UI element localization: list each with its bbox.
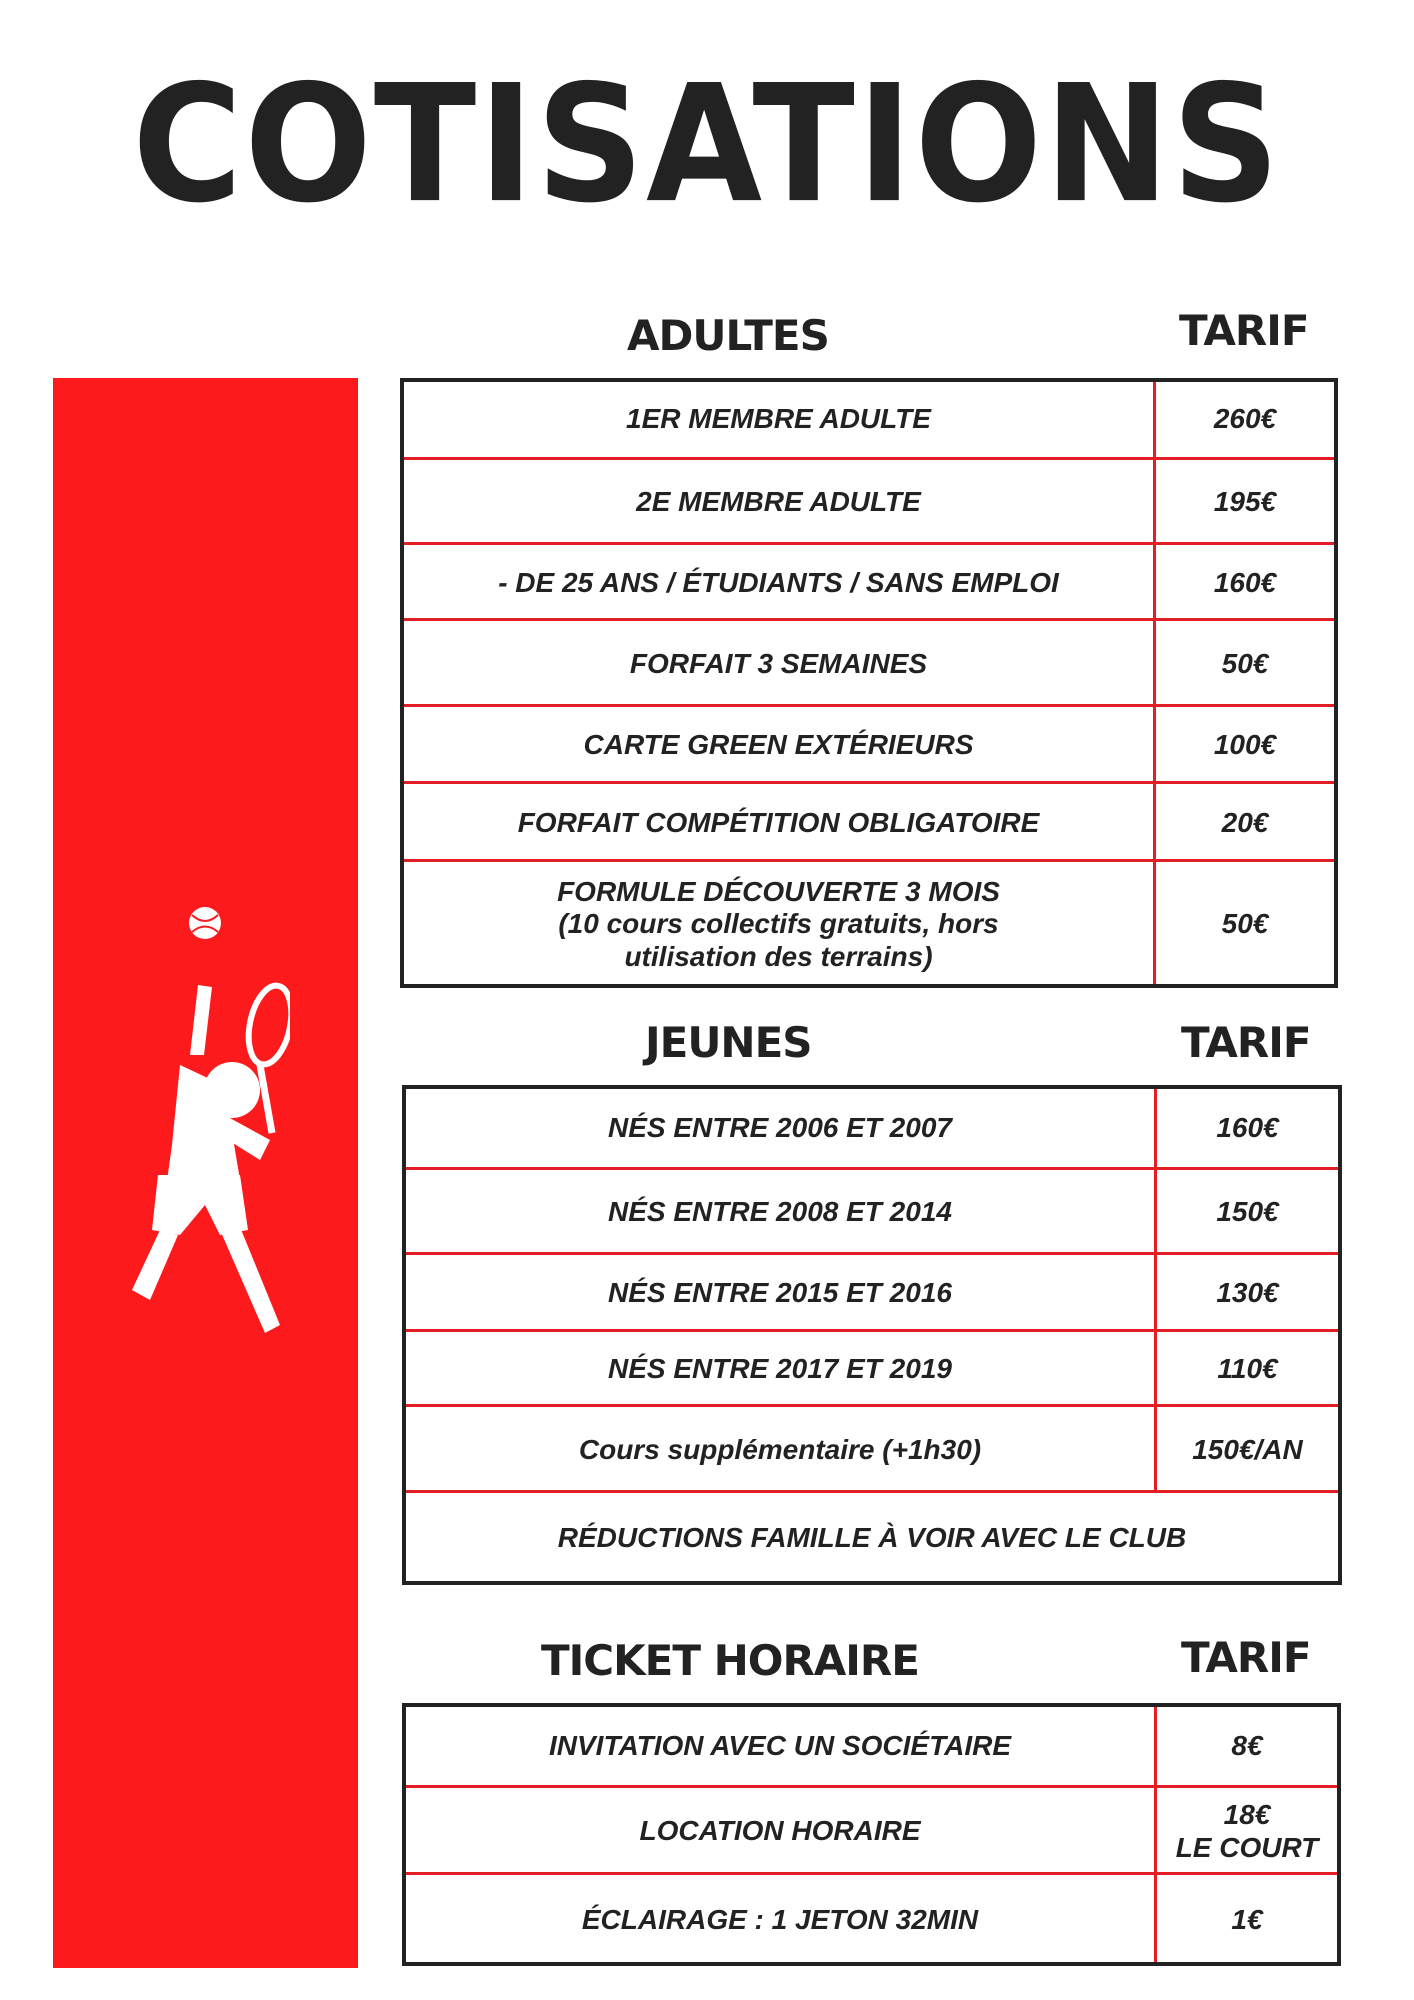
row-label-line: FORMULE DÉCOUVERTE 3 MOIS <box>557 876 1000 908</box>
table-row <box>404 457 1334 545</box>
row-price: 50€ <box>1221 647 1269 679</box>
row-label: NÉS ENTRE 2015 ET 2016 <box>608 1277 952 1309</box>
row-label: - DE 25 ANS / ÉTUDIANTS / SANS EMPLOI <box>498 566 1059 598</box>
row-price: 160€ <box>1213 566 1277 598</box>
row-label: NÉS ENTRE 2017 ET 2019 <box>608 1353 952 1385</box>
table-row <box>406 1167 1338 1255</box>
price-line: 18€ <box>1223 1799 1271 1831</box>
jeunes-heading: JEUNES <box>645 1018 812 1067</box>
table-row <box>406 1252 1338 1332</box>
ticket-heading: TICKET HORAIRE <box>541 1636 919 1685</box>
row-label: FORFAIT 3 SEMAINES <box>629 647 928 679</box>
adultes-tarif-heading: TARIF <box>1179 306 1309 355</box>
adultes-table <box>400 378 1338 988</box>
row-label: 2E MEMBRE ADULTE <box>636 486 921 518</box>
row-price: 130€ <box>1216 1277 1279 1309</box>
row-price: 150€/AN <box>1192 1433 1303 1465</box>
table-row <box>404 859 1334 987</box>
row-label: LOCATION HORAIRE <box>639 1815 921 1847</box>
adultes-heading: ADULTES <box>627 311 829 360</box>
ticket-table <box>402 1703 1341 1966</box>
table-row <box>404 704 1334 784</box>
table-row <box>404 781 1334 862</box>
row-label: 1ER MEMBRE ADULTE <box>626 403 931 435</box>
table-row <box>406 1404 1338 1493</box>
row-label: Cours supplémentaire (+1h30) <box>578 1433 982 1465</box>
row-label-line: (10 cours collectifs gratuits, hors <box>558 908 999 940</box>
row-price: 110€ <box>1217 1353 1278 1385</box>
row-label: FORFAIT COMPÉTITION OBLIGATOIRE <box>517 806 1040 838</box>
ticket-tarif-heading: TARIF <box>1181 1633 1311 1682</box>
row-label: NÉS ENTRE 2006 ET 2007 <box>608 1111 952 1143</box>
row-price: 100€ <box>1213 729 1277 761</box>
table-row <box>406 1785 1337 1875</box>
row-price: 260€ <box>1213 403 1277 435</box>
row-label: NÉS ENTRE 2008 ET 2014 <box>608 1196 952 1228</box>
row-price: 160€ <box>1216 1111 1279 1143</box>
row-price: 150€ <box>1216 1196 1279 1228</box>
table-row <box>404 542 1334 621</box>
table-row <box>406 1490 1338 1584</box>
table-row <box>406 1872 1337 1965</box>
row-price: 8€ <box>1231 1729 1263 1761</box>
row-price: 50€ <box>1221 908 1269 940</box>
page-title: COTISATIONS <box>132 51 1282 239</box>
price-line: LE COURT <box>1175 1831 1319 1863</box>
row-price: 1€ <box>1231 1903 1263 1935</box>
table-row <box>404 618 1334 707</box>
row-price <box>1157 1788 1337 1875</box>
table-row <box>406 1329 1338 1407</box>
family-reduction-note: RÉDUCTIONS FAMILLE À VOIR AVEC LE CLUB <box>557 1522 1187 1554</box>
jeunes-table <box>402 1085 1342 1585</box>
row-label: ÉCLAIRAGE : 1 JETON 32MIN <box>581 1903 979 1935</box>
tennis-player-serving-icon <box>120 905 290 1345</box>
jeunes-tarif-heading: TARIF <box>1181 1018 1311 1067</box>
row-price: 20€ <box>1221 806 1269 838</box>
row-label: INVITATION AVEC UN SOCIÉTAIRE <box>548 1729 1011 1761</box>
table-row <box>406 1089 1338 1167</box>
table-row <box>404 382 1334 457</box>
row-label <box>404 862 1153 987</box>
row-label-line: utilisation des terrains) <box>624 940 933 972</box>
row-label: CARTE GREEN EXTÉRIEURS <box>583 729 974 761</box>
table-row <box>406 1707 1337 1785</box>
row-price: 195€ <box>1213 486 1277 518</box>
